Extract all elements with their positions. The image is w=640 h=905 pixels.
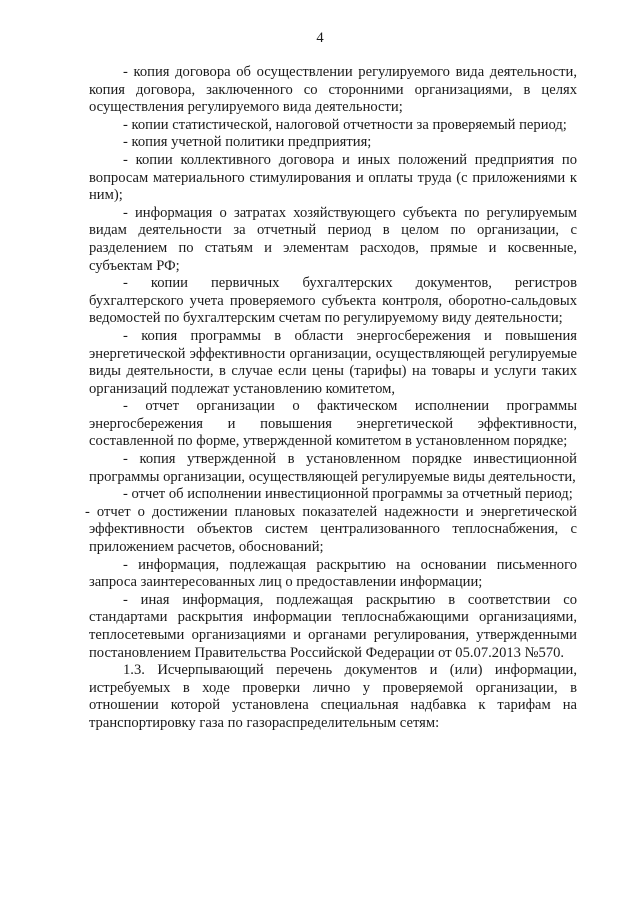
page-number: 4 bbox=[316, 30, 324, 46]
paragraph-reliability-indicators: - отчет о достижении плановых показателей надежности и энергетической эффективности объектов систем централизованного теплоснабжения, с приложением расчетов, обоснований; bbox=[85, 503, 577, 556]
paragraph-investment-program: - копия утвержденной в установленном порядке инвестиционной программы организации, осуществляющей регулируемые виды деятельности, bbox=[89, 451, 577, 485]
paragraph-collective-agreement: - копии коллективного договора и иных положений предприятия по вопросам материального стимулирования и оплаты труда (с приложениями к ним); bbox=[89, 151, 577, 204]
paragraph-other-information: - иная информация, подлежащая раскрытию в соответствии со стандартами раскрытия информации теплоснабжающими организациями, теплосетевыми организациями и органами регулирования, утвержденными постановлением Правительства Российской Федерации от 05.07.2013 №570. bbox=[89, 591, 577, 661]
paragraph-statistical-reports: - копии статистической, налоговой отчетности за проверяемый период; bbox=[123, 116, 567, 133]
paragraph-investment-report: - отчет об исполнении инвестиционной программы за отчетный период; bbox=[123, 486, 573, 503]
paragraph-primary-documents: - копии первичных бухгалтерских документов, регистров бухгалтерского учета проверяемого субъекта контроля, оборотно-сальдовых ведомостей по бухгалтерским счетам по регулируемому виду деятельности; bbox=[89, 275, 577, 327]
paragraph-energy-saving-report: - отчет организации о фактическом исполнении программы энергосбережения и повышения энергетической эффективности, составленной по форме, утвержденной комитетом в установленном порядке; bbox=[89, 398, 577, 450]
paragraph-contract-copy: - копия договора об осуществлении регулируемого вида деятельности, копия договора, заключенного со сторонними организациями, в целях осуществления регулируемого вида деятельности; bbox=[89, 64, 577, 116]
document-body bbox=[85, 64, 577, 733]
paragraph-cost-information: - информация о затратах хозяйствующего субъекта по регулируемым видам деятельности за отчетный период в целом по организации, с разделением по статьям и элементам расходов, прямые и косвенные, субъектам РФ; bbox=[89, 204, 577, 274]
paragraph-section-1-3: 1.3. Исчерпывающий перечень документов и (или) информации, истребуемых в ходе проверки лично у проверяемой организации, в отношении которой установлена специальная надбавка к тарифам на транспортировку газа по газораспределительным сетям: bbox=[89, 662, 577, 731]
paragraph-accounting-policy: - копия учетной политики предприятия; bbox=[123, 134, 372, 151]
paragraph-energy-saving-program: - копия программы в области энергосбережения и повышения энергетической эффективности организации, осуществляющей регулируемые виды деятельности, в случае если цены (тарифы) на товары и услуги таких организаций подлежат установлению комитетом, bbox=[89, 327, 577, 397]
paragraph-disclosure-request: - информация, подлежащая раскрытию на основании письменного запроса заинтересованных лиц о предоставлении информации; bbox=[89, 556, 577, 591]
